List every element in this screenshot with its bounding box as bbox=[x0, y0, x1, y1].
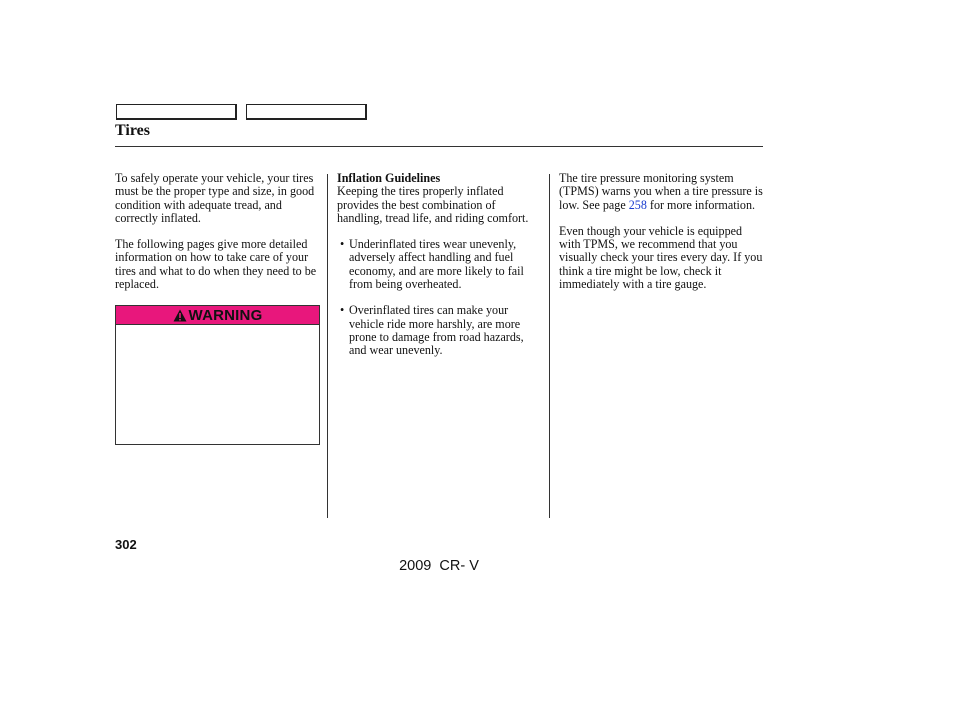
tpms-paragraph bbox=[559, 172, 765, 212]
middle-column bbox=[337, 172, 543, 371]
page-number: 302 bbox=[115, 537, 137, 552]
warning-header bbox=[115, 305, 320, 325]
section-heading: Inflation Guidelines bbox=[337, 171, 441, 185]
nav-tab-previous[interactable] bbox=[116, 104, 237, 120]
warning-triangle-icon bbox=[173, 309, 187, 322]
intro-paragraph: To safely operate your vehicle, your tires must be the proper type and size, in good condition with adequate tread, and correctly inflated. bbox=[115, 171, 315, 225]
visual-check-paragraph: Even though your vehicle is equipped with TPMS, we recommend that you visually check your tires every day. If you think a tire might be low, check it immediately with a tire gauge. bbox=[559, 223, 763, 292]
tpms-text: The tire pressure monitoring system (TPMS) warns you when a tire pressure is low. See page bbox=[559, 171, 763, 212]
list-item: • Underinflated tires wear unevenly, adversely affect handling and fuel economy, and are more likely to fail from being overheated. bbox=[337, 238, 543, 291]
nav-tab-next[interactable] bbox=[246, 104, 367, 120]
tpms-text-end: for more information. bbox=[646, 197, 756, 212]
list-item: • Overinflated tires can make your vehicle ride more harshly, are more prone to damage from road hazards, and wear unevenly. bbox=[337, 304, 543, 357]
page-title: Tires bbox=[115, 122, 150, 139]
right-column bbox=[559, 172, 765, 304]
left-column bbox=[115, 172, 321, 304]
title-divider bbox=[115, 146, 763, 147]
footer-model: 2009 CR- V bbox=[399, 558, 479, 574]
page-reference-link[interactable]: 258 bbox=[628, 197, 647, 212]
column-divider-2 bbox=[549, 174, 550, 518]
inflation-intro: Keeping the tires properly inflated provides the best combination of handling, tread life, and riding comfort. bbox=[337, 184, 529, 225]
inflation-bullets bbox=[337, 238, 543, 357]
care-paragraph: The following pages give more detailed information on how to take care of your tires and what to do when they need to be replaced. bbox=[115, 237, 317, 292]
warning-box bbox=[115, 325, 320, 445]
warning-label: WARNING bbox=[188, 306, 263, 324]
column-divider-1 bbox=[327, 174, 328, 518]
